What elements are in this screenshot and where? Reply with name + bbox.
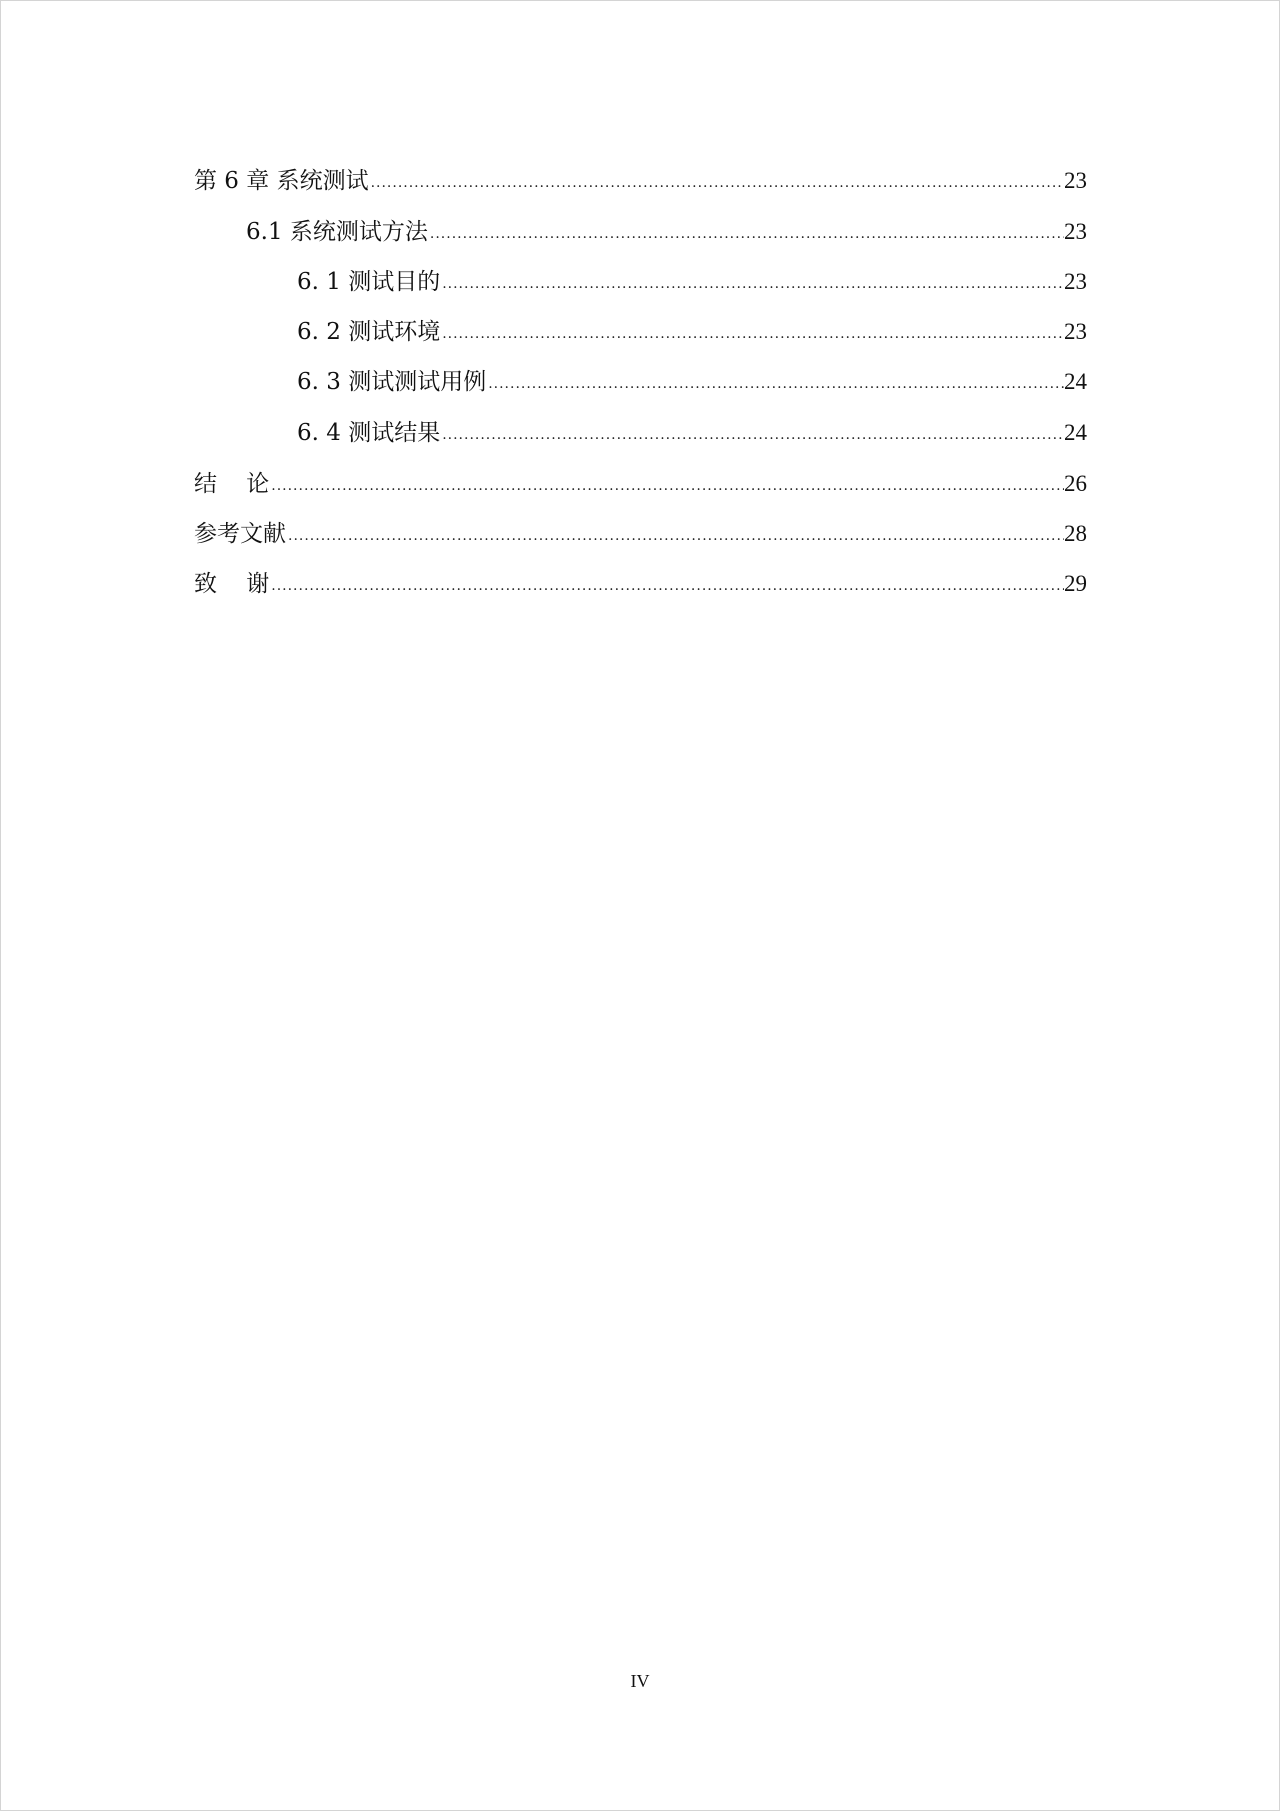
toc-entry-chapter-6[interactable]: [194, 164, 1087, 198]
toc-entry-6-1-2[interactable]: [297, 315, 1087, 349]
toc-entry-conclusion[interactable]: [194, 467, 1087, 501]
page-number: IV: [630, 1671, 650, 1691]
toc-entry-page: 28: [1064, 521, 1087, 546]
toc-leader-dots: [486, 367, 1064, 401]
toc-entry-page: 23: [1064, 319, 1087, 344]
toc-entry-page: 24: [1064, 420, 1087, 445]
toc-entry-page: 24: [1064, 369, 1087, 394]
toc-leader-dots: [440, 267, 1064, 301]
toc-entry-6-1-3[interactable]: [297, 365, 1087, 399]
toc-leader-dots: [269, 569, 1064, 603]
toc-entry-6-1[interactable]: [246, 215, 1087, 249]
toc-entry-title: 6. 2 测试环境: [297, 319, 441, 345]
toc-entry-title: 6. 4 测试结果: [297, 420, 441, 446]
toc-leader-dots: [440, 418, 1064, 452]
toc-leader-dots: [428, 217, 1064, 251]
toc-entry-title: 结 论: [194, 471, 270, 497]
toc-entry-page: 23: [1064, 219, 1087, 244]
toc-entry-acknowledgements[interactable]: [194, 567, 1087, 601]
toc-leader-dots: [269, 469, 1064, 503]
toc-leader-dots: [286, 519, 1064, 553]
toc-entry-title: 6.1 系统测试方法: [246, 219, 428, 245]
toc-entry-page: 23: [1064, 168, 1087, 193]
toc-leader-dots: [440, 317, 1064, 351]
toc-entry-title: 参考文献: [194, 521, 286, 547]
toc-entry-6-1-1[interactable]: [297, 265, 1087, 299]
toc-entry-title: 6. 3 测试测试用例: [297, 369, 487, 395]
toc-entry-title: 致 谢: [194, 571, 270, 597]
toc-leader-dots: [369, 166, 1064, 200]
toc-entry-6-1-4[interactable]: [297, 416, 1087, 450]
toc-entry-references[interactable]: [194, 517, 1087, 551]
toc-entry-page: 23: [1064, 269, 1087, 294]
toc-entry-title: 第 6 章 系统测试: [194, 168, 369, 194]
toc-entry-page: 26: [1064, 471, 1087, 496]
toc-entry-title: 6. 1 测试目的: [297, 269, 441, 295]
toc-entry-page: 29: [1064, 571, 1087, 596]
